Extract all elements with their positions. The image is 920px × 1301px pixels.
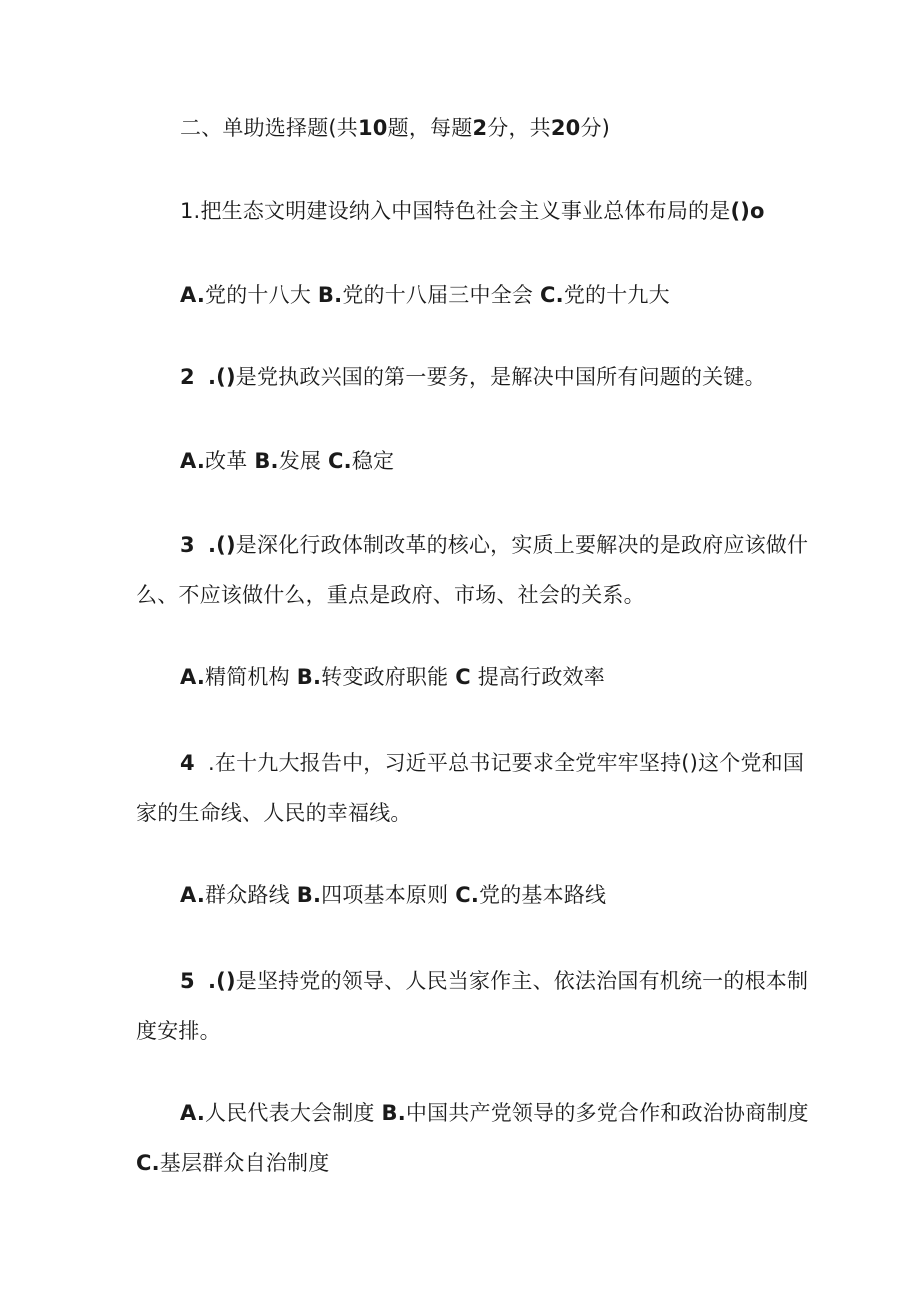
question-2-text: 是党执政兴国的第一要务，是解决中国所有问题的关键。 — [235, 365, 766, 389]
option-text: 党的基本路线 — [479, 883, 607, 907]
option-label: C. — [136, 1151, 160, 1175]
question-4-text-line1: .在十九大报告中，习近平总书记要求全党牢牢坚持()这个党和国 — [208, 751, 805, 775]
option-label: C. — [540, 283, 564, 307]
option-label: B. — [254, 449, 279, 473]
section-title-mid1: 题，每题 — [387, 116, 473, 140]
question-3-blank: .() — [208, 533, 236, 557]
option-label: B. — [296, 665, 322, 689]
question-4-continuation — [136, 798, 412, 828]
question-1 — [180, 196, 765, 226]
option-text: 群众路线 — [205, 883, 290, 907]
question-3-continuation — [136, 580, 645, 610]
option-label: A. — [180, 1101, 206, 1125]
question-5-options-continuation — [136, 1148, 329, 1178]
section-title — [180, 113, 610, 143]
option-label: A. — [180, 449, 206, 473]
option-text: 改革 — [205, 449, 248, 473]
option-label: A. — [180, 883, 206, 907]
question-1-options — [180, 280, 670, 310]
question-4 — [180, 748, 804, 778]
question-4-text-line2: 家的生命线、人民的幸福线。 — [136, 801, 412, 825]
section-title-count: 10 — [358, 116, 388, 140]
option-text: 党的十九大 — [563, 283, 670, 307]
section-title-total: 20 — [550, 116, 581, 140]
question-2 — [180, 362, 766, 392]
question-3-options — [180, 662, 605, 692]
option-label: B. — [296, 883, 322, 907]
question-3-text-line2: 么、不应该做什么，重点是政府、市场、社会的关系。 — [136, 583, 645, 607]
option-label: A. — [180, 665, 206, 689]
option-text: 党的十八大 — [205, 283, 312, 307]
option-text: 提高行政效率 — [477, 665, 605, 689]
option-text: 基层群众自治制度 — [159, 1151, 330, 1175]
option-label: B. — [317, 283, 343, 307]
question-5-blank: .() — [208, 969, 236, 993]
question-2-number: 2 — [180, 365, 195, 389]
section-title-mid2: 分，共 — [487, 116, 551, 140]
option-label: A. — [180, 283, 206, 307]
section-title-points: 2 — [472, 116, 488, 140]
option-text: 转变政府职能 — [321, 665, 449, 689]
question-4-number: 4 — [180, 751, 195, 775]
option-text: 四项基本原则 — [321, 883, 449, 907]
question-5-text-line2: 度安排。 — [136, 1019, 221, 1043]
question-1-blank: ()o — [730, 199, 765, 223]
question-3-number: 3 — [180, 533, 195, 557]
question-2-options — [180, 446, 394, 476]
option-text: 发展 — [278, 449, 322, 473]
question-5-options — [180, 1098, 809, 1128]
question-1-number: 1. — [180, 199, 201, 223]
option-text: 中国共产党领导的多党合作和政治协商制度 — [405, 1101, 809, 1125]
option-text: 党的十八届三中全会 — [342, 283, 534, 307]
question-5-number: 5 — [180, 969, 195, 993]
option-label: C — [455, 665, 471, 689]
question-3 — [180, 530, 808, 560]
section-title-suffix: 分) — [580, 116, 611, 140]
question-5-continuation — [136, 1016, 221, 1046]
option-text: 精简机构 — [205, 665, 290, 689]
question-5 — [180, 966, 808, 996]
question-5-text-line1: 是坚持党的领导、人民当家作主、依法治国有机统一的根本制 — [235, 969, 809, 993]
option-text: 稳定 — [351, 449, 395, 473]
option-label: C. — [455, 883, 480, 907]
question-2-blank: .() — [208, 365, 236, 389]
question-4-options — [180, 880, 606, 910]
option-text: 人民代表大会制度 — [205, 1101, 375, 1125]
section-title-prefix: 二、单助选择题(共 — [180, 116, 358, 140]
option-label: B. — [381, 1101, 406, 1125]
option-label: C. — [328, 449, 352, 473]
question-3-text-line1: 是深化行政体制改革的核心，实质上要解决的是政府应该做什 — [235, 533, 809, 557]
question-1-text: 把生态文明建设纳入中国特色社会主义事业总体布局的是 — [200, 199, 731, 223]
